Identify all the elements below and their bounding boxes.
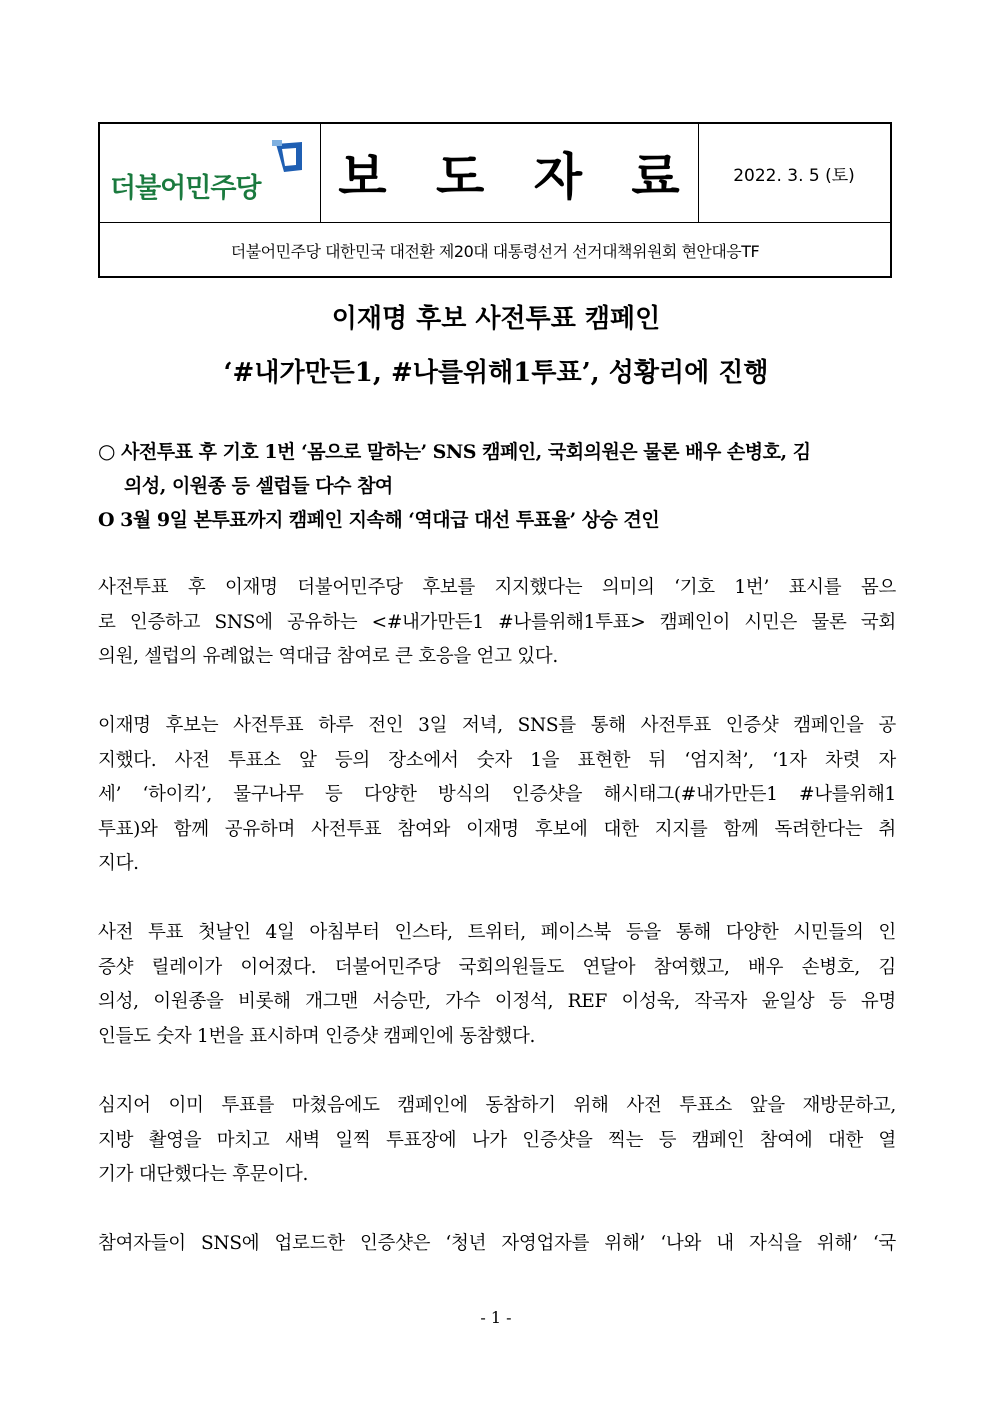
summary-bullet-1 [98,434,898,503]
date-cell [698,124,890,222]
paragraph-line: 투표)와 함께 공유하며 사전투표 참여와 이재명 후보에 대한 지지를 함께 독려한다는 취 [98,818,896,840]
party-logo [100,124,321,222]
headline-line-2: ‘#내가만든1, #나를위해1투표’, 성황리에 진행 [223,358,769,388]
header-bottom-row [100,222,890,278]
body-paragraph-1 [98,571,896,675]
party-logo-text: 더불어민주당 [110,173,261,204]
release-date: 2022. 3. 5 (토) [733,165,855,186]
page-number: - 1 - [480,1308,512,1327]
header-table [98,122,892,278]
paragraph-line: 의성, 이원종을 비롯해 개그맨 서승만, 가수 이정석, REF 이성욱, 작곡자 윤일상 등 유명 [98,991,896,1012]
body-paragraph-2 [98,709,896,882]
paragraph-line: 의원, 셀럽의 유례없는 역대급 참여로 큰 호응을 얻고 있다. [98,646,558,667]
bullet-circle-icon: ○ [98,439,115,463]
summary-bullet-2: O 3월 9일 본투표까지 캠페인 지속해 ‘역대급 대선 투표율’ 상승 견인 [98,509,660,531]
summary-bullet-1-line-1: 사전투표 후 기호 1번 ‘몸으로 말하는’ SNS 캠페인, 국회의원은 물론 배우 손병호, 김 [121,441,811,463]
paragraph-line: 지했다. 사전 투표소 앞 등의 장소에서 숫자 1을 표현한 뒤 ‘엄지척’, ‘1자 차렷 자 [98,749,896,771]
paragraph-line: 지방 촬영을 마치고 새벽 일찍 투표장에 나가 인증샷을 찍는 등 캠페인 참여에 대한 열 [98,1129,896,1151]
paragraph-line: 인들도 숫자 1번을 표시하며 인증샷 캠페인에 동참했다. [98,1025,536,1047]
paragraph-line: 사전투표 후 이재명 더불어민주당 후보를 지지했다는 의미의 ‘기호 1번’ 표시를 몸으 [98,577,896,598]
paragraph-line: 기가 대단했다는 후문이다. [98,1164,309,1185]
body-paragraph-4 [98,1089,896,1193]
press-title: 보 도 자 료 [338,148,696,206]
paragraph-line: 지다. [98,853,139,874]
paragraph-line: 참여자들이 SNS에 업로드한 인증샷은 ‘청년 자영업자를 위해’ ‘나와 내 자식을 위해’ ‘국 [98,1233,896,1254]
headline-line-1: 이재명 후보 사전투표 캠페인 [331,304,661,334]
body-paragraph-5 [98,1227,896,1262]
paragraph-line: 사전 투표 첫날인 4일 아침부터 인스타, 트위터, 페이스북 등을 통해 다양한 시민들의 인 [98,922,896,943]
committee-name: 더불어민주당 대한민국 대전환 제20대 대통령선거 선거대책위원회 현안대응TF [230,241,760,261]
summary-bullet-1-line-2: 의성, 이원종 등 셀럽들 다수 참여 [124,475,393,497]
press-title-cell [320,124,699,222]
paragraph-line: 증샷 릴레이가 이어졌다. 더불어민주당 국회의원들도 연달아 참여했고, 배우 손병호, 김 [98,956,896,978]
paragraph-line: 이재명 후보는 사전투표 하루 전인 3일 저녁, SNS를 통해 사전투표 인증샷 캠페인을 공 [98,715,896,736]
paragraph-line: 심지어 이미 투표를 마쳤음에도 캠페인에 동참하기 위해 사전 투표소 앞을 재방문하고, [98,1095,896,1116]
paragraph-line: 세’ ‘하이킥’, 물구나무 등 다양한 방식의 인증샷을 해시태그(#내가만든1 #나를위해1 [98,784,896,805]
header-top-row [100,124,890,223]
body-paragraph-3 [98,916,896,1054]
paragraph-line: 로 인증하고 SNS에 공유하는 <#내가만든1 #나를위해1투표> 캠페인이 시민은 물론 국회 [98,611,896,633]
party-logo-mark-icon [272,140,306,176]
